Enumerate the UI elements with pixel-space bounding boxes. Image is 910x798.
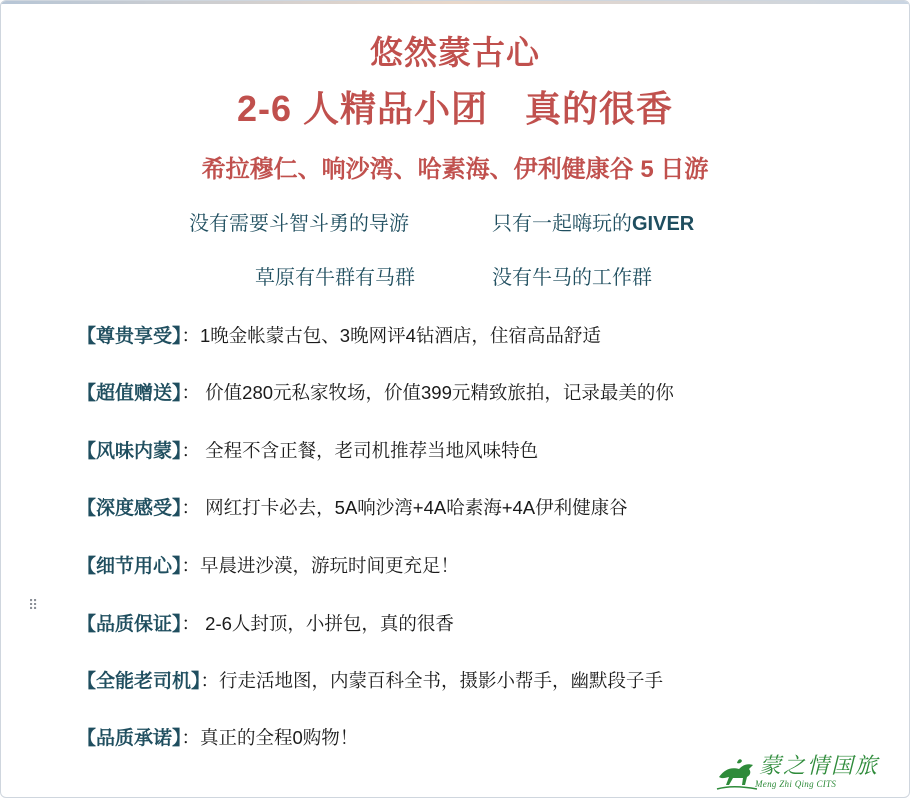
item-text: ：行走活地图，内蒙百科全书，摄影小帮手，幽默段子手	[200, 670, 664, 691]
item-label: 【风味内蒙】	[77, 441, 182, 462]
slogan-right: 没有牛马的工作群	[492, 265, 652, 289]
top-border	[1, 1, 909, 4]
title-itinerary: 希拉穆仁、响沙湾、哈素海、伊利健康谷 5 日游	[201, 156, 709, 183]
item-label: 【深度感受】	[77, 498, 182, 519]
item-label: 【超值赠送】	[77, 383, 182, 404]
logo-chinese-text: 蒙之情国旅	[759, 754, 880, 779]
list-item	[77, 666, 663, 696]
item-label: 【品质承诺】	[77, 728, 182, 749]
brand-logo	[715, 749, 885, 795]
slogan-left: 草原有牛群有马群	[255, 265, 415, 289]
slogan-row-1	[1, 207, 909, 237]
list-item	[77, 609, 454, 639]
item-text: ：早晨进沙漠，游玩时间更充足！	[181, 555, 460, 576]
item-text: ： 价值280元私家牧场，价值399元精致旅拍，记录最美的你	[181, 382, 674, 403]
logo-english-text: Meng Zhi Qing CITS	[755, 779, 837, 789]
item-label: 【细节用心】	[77, 556, 182, 577]
item-text: ：真正的全程0购物！	[181, 727, 359, 748]
slogan-right	[492, 207, 694, 236]
list-item	[77, 493, 628, 523]
list-item	[77, 378, 674, 408]
slogan-row-2	[1, 261, 909, 291]
title-subheading: 2-6 人精品小团 真的很香	[236, 88, 674, 129]
item-label: 【品质保证】	[77, 614, 182, 635]
horse-rider-icon	[715, 751, 759, 793]
item-label: 【全能老司机】	[77, 671, 201, 692]
drag-handle-icon[interactable]: ⠿	[28, 598, 40, 614]
item-text: ： 2-6人封顶，小拼包，真的很香	[181, 613, 454, 634]
slogan-giver: GIVER	[632, 213, 695, 235]
slogan-left: 没有需要斗智斗勇的导游	[189, 211, 409, 235]
list-item	[77, 436, 538, 466]
item-label: 【尊贵享受】	[77, 326, 182, 347]
slogan-right-text: 只有一起嗨玩的	[492, 211, 632, 235]
title-main: 悠然蒙古心	[370, 34, 540, 71]
item-text: ： 网红打卡必去，5A响沙湾+4A哈素海+4A伊利健康谷	[181, 497, 628, 518]
item-text: ：1晚金帐蒙古包、3晚网评4钻酒店，住宿高品舒适	[181, 325, 601, 346]
list-item	[77, 551, 459, 581]
list-item	[77, 723, 358, 753]
list-item	[77, 321, 601, 351]
item-text: ： 全程不含正餐，老司机推荐当地风味特色	[181, 440, 539, 461]
